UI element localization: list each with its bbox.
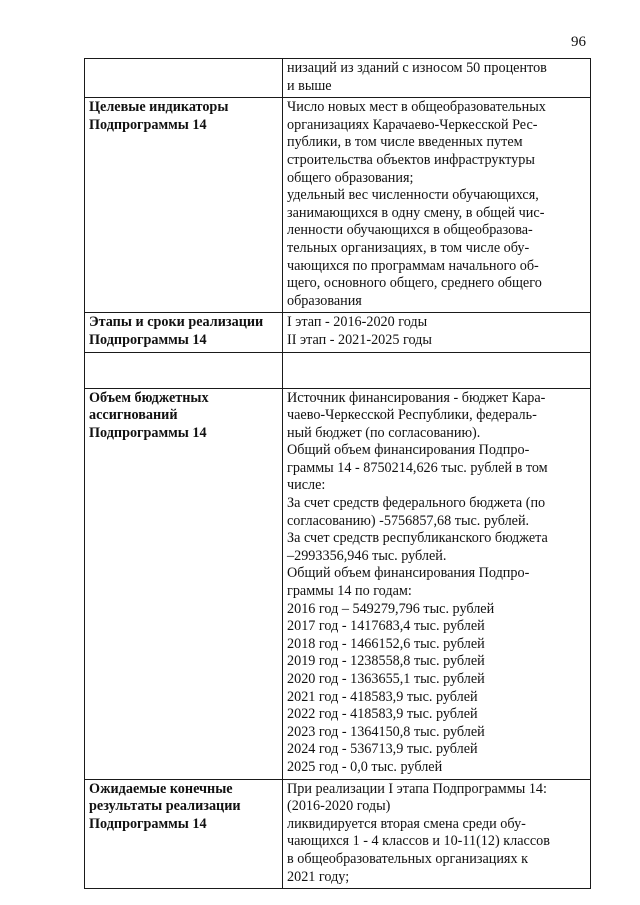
text-line: числе: (287, 477, 326, 494)
label-line: Объем бюджетных (89, 389, 209, 406)
table-row (85, 59, 591, 98)
label-line: Подпрограммы 14 (89, 331, 207, 348)
label-line: Ожидаемые конечные (89, 780, 233, 797)
year-funding-line: 2017 год - 1417683,4 тыс. рублей (287, 618, 485, 635)
text-line: I этап - 2016-2020 годы (287, 314, 428, 331)
row-label (85, 313, 283, 352)
table-row (85, 98, 591, 313)
text-line: Число новых мест в общеобразовательных (287, 99, 546, 116)
text-line: Общий объем финансирования Подпро- (287, 442, 530, 459)
row-content (283, 779, 591, 889)
text-line: чаево-Черкесской Республики, федераль- (287, 407, 537, 424)
text-line: согласованию) -5756857,68 тыс. рублей. (287, 512, 530, 529)
text-line: граммы 14 по годам: (287, 583, 412, 600)
text-line: 2021 году; (287, 868, 350, 885)
text-line: (2016-2020 годы) (287, 798, 391, 815)
row-label (85, 59, 283, 98)
text-line: Общий объем финансирования Подпро- (287, 565, 530, 582)
year-funding-line: 2022 год - 418583,9 тыс. рублей (287, 706, 478, 723)
year-funding-line: 2025 год - 0,0 тыс. рублей (287, 758, 443, 775)
row-label (85, 98, 283, 313)
text-line: II этап - 2021-2025 годы (287, 331, 432, 348)
row-content (283, 59, 591, 98)
label-line: результаты реализации (89, 798, 241, 815)
text-line: ный бюджет (по согласованию). (287, 424, 481, 441)
text-line: общего образования; (287, 169, 414, 186)
label-line: Целевые индикаторы (89, 99, 229, 116)
text-line: граммы 14 - 8750214,626 тыс. рублей в том (287, 459, 548, 476)
empty-cell (283, 352, 591, 388)
row-label (85, 388, 283, 779)
row-content (283, 313, 591, 352)
text-line: При реализации I этапа Подпрограммы 14: (287, 780, 547, 797)
label-line: Подпрограммы 14 (89, 424, 207, 441)
page-number: 96 (571, 34, 586, 50)
label-line: Этапы и сроки реализации (89, 314, 264, 331)
table-row (85, 388, 591, 779)
text-line: и выше (287, 77, 332, 94)
year-funding-line: 2020 год - 1363655,1 тыс. рублей (287, 671, 485, 687)
text-line: образования (287, 292, 362, 309)
label-line: Подпрограммы 14 (89, 815, 207, 832)
text-line: За счет средств федерального бюджета (по (287, 495, 546, 512)
row-content (283, 98, 591, 313)
text-line: низаций из зданий с износом 50 процентов (287, 60, 547, 76)
text-line: чающихся 1 - 4 классов и 10-11(12) классов (287, 833, 550, 850)
year-funding-line: 2018 год - 1466152,6 тыс. рублей (287, 635, 485, 652)
text-line: строительства объектов инфраструктуры (287, 151, 535, 168)
text-line: организациях Карачаево-Черкесской Рес- (287, 116, 538, 133)
text-line: За счет средств республиканского бюджета (287, 530, 548, 547)
year-funding-line: 2023 год - 1364150,8 тыс. рублей (287, 723, 485, 740)
text-line: занимающихся в одну смену, в общей чис- (287, 204, 545, 221)
table-row (85, 779, 591, 889)
year-funding-line: 2021 год - 418583,9 тыс. рублей (287, 688, 478, 705)
text-line: публики, в том числе введенных путем (287, 134, 523, 151)
text-line: в общеобразовательных организациях к (287, 850, 528, 867)
empty-cell (85, 352, 283, 388)
text-line: ликвидируется вторая смена среди обу- (287, 815, 526, 832)
text-line: –2993356,946 тыс. рублей. (287, 547, 447, 564)
text-line: ленности обучающихся в общеобразова- (287, 222, 533, 239)
row-label (85, 779, 283, 889)
text-line: удельный вес численности обучающихся, (287, 187, 539, 204)
table-row (85, 313, 591, 352)
text-line: щего, основного общего, среднего общего (287, 275, 542, 292)
text-line: чающихся по программам начального об- (287, 257, 539, 274)
label-line: ассигнований (89, 407, 178, 424)
year-funding-line: 2019 год - 1238558,8 тыс. рублей (287, 653, 485, 670)
passport-table (84, 58, 591, 889)
row-content (283, 388, 591, 779)
year-funding-line: 2024 год - 536713,9 тыс. рублей (287, 741, 478, 758)
text-line: тельных организациях, в том числе обу- (287, 239, 530, 256)
year-funding-line: 2016 год – 549279,796 тыс. рублей (287, 600, 495, 617)
text-line: Источник финансирования - бюджет Кара- (287, 389, 546, 406)
table-row-empty (85, 352, 591, 388)
label-line: Подпрограммы 14 (89, 116, 207, 133)
